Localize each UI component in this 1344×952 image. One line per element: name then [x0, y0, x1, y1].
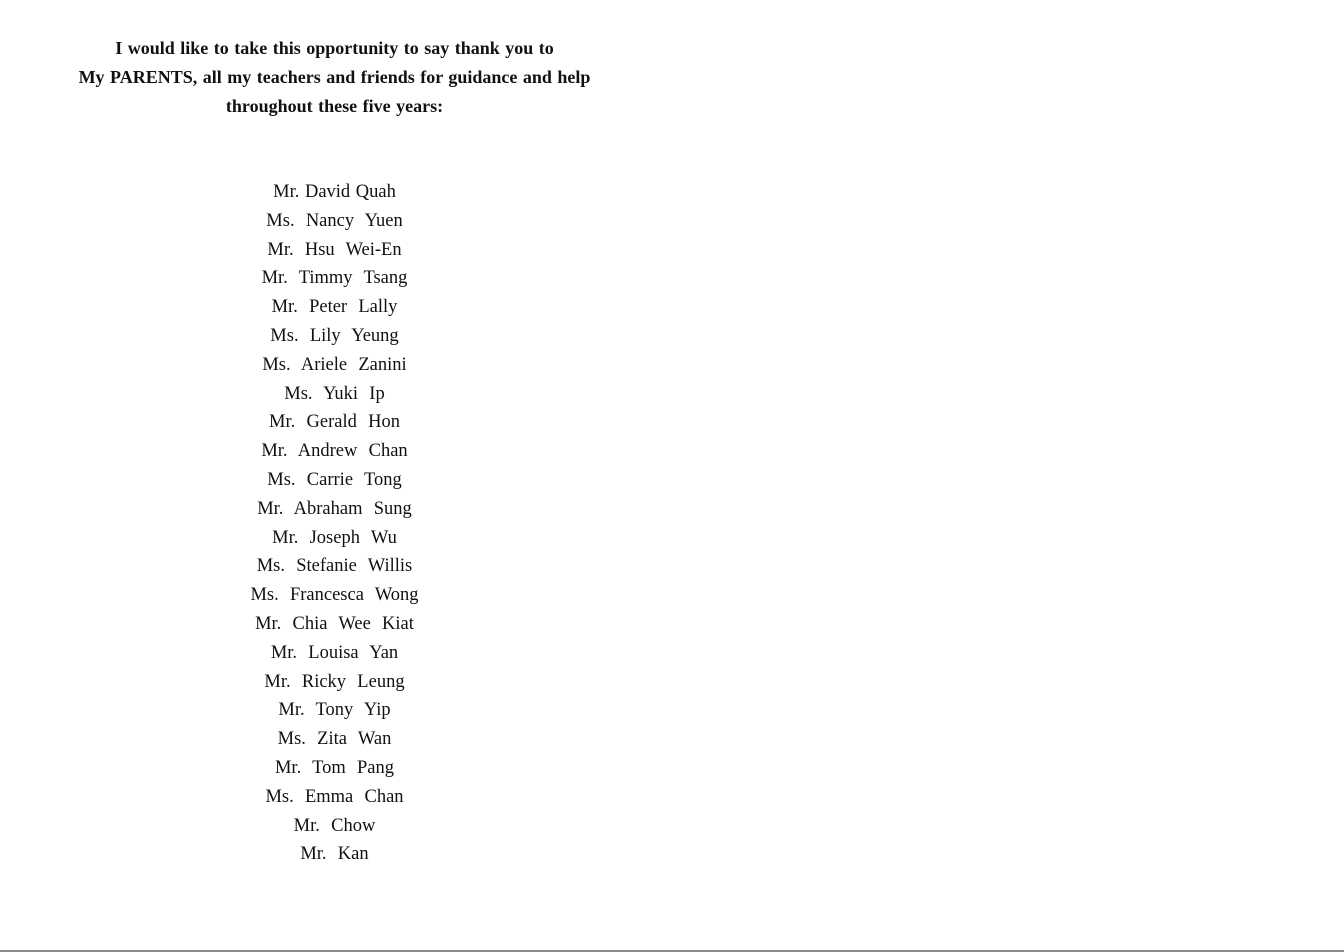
name-item: Mr. Tom Pang — [274, 757, 395, 778]
name-item: Mr. David Quah — [273, 182, 396, 202]
name-item: Ms. Emma Chan — [265, 786, 404, 807]
names-list — [0, 178, 669, 869]
name-item: Mr. Chia Wee Kiat — [255, 613, 414, 634]
name-item: Mr. Abraham Sung — [257, 498, 412, 519]
heading-line: My PARENTS, all my teachers and friends for guidance and help — [78, 67, 591, 87]
name-item: Mr. Timmy Tsang — [261, 268, 408, 289]
name-item: Ms. Francesca Wong — [250, 585, 419, 606]
name-item: Mr. Kan — [300, 844, 369, 865]
name-item: Ms. Zita Wan — [277, 729, 392, 750]
name-item: Mr. Peter Lally — [271, 297, 398, 318]
name-item: Ms. Nancy Yuen — [266, 210, 403, 231]
name-item: Mr. Louisa Yan — [270, 642, 399, 663]
name-item: Mr. Tony Yip — [278, 700, 391, 721]
name-item: Ms. Stefanie Willis — [256, 556, 413, 577]
name-item: Mr. Ricky Leung — [264, 671, 405, 692]
name-item: Ms. Ariele Zanini — [262, 354, 407, 375]
name-item: Ms. Yuki Ip — [284, 383, 385, 404]
acknowledgement-heading — [0, 34, 669, 121]
name-item: Mr. Hsu Wei-En — [267, 239, 402, 260]
name-item: Mr. Chow — [293, 815, 376, 836]
acknowledgement-section — [0, 34, 669, 869]
name-item: Ms. Carrie Tong — [267, 469, 402, 490]
name-item: Mr. Andrew Chan — [261, 441, 408, 462]
heading-line: throughout these five years: — [225, 96, 444, 116]
name-item: Mr. Gerald Hon — [269, 412, 400, 433]
name-item: Mr. Joseph Wu — [272, 527, 397, 548]
heading-line: I would like to take this opportunity to say thank you to — [115, 38, 554, 58]
name-item: Ms. Lily Yeung — [270, 325, 399, 346]
